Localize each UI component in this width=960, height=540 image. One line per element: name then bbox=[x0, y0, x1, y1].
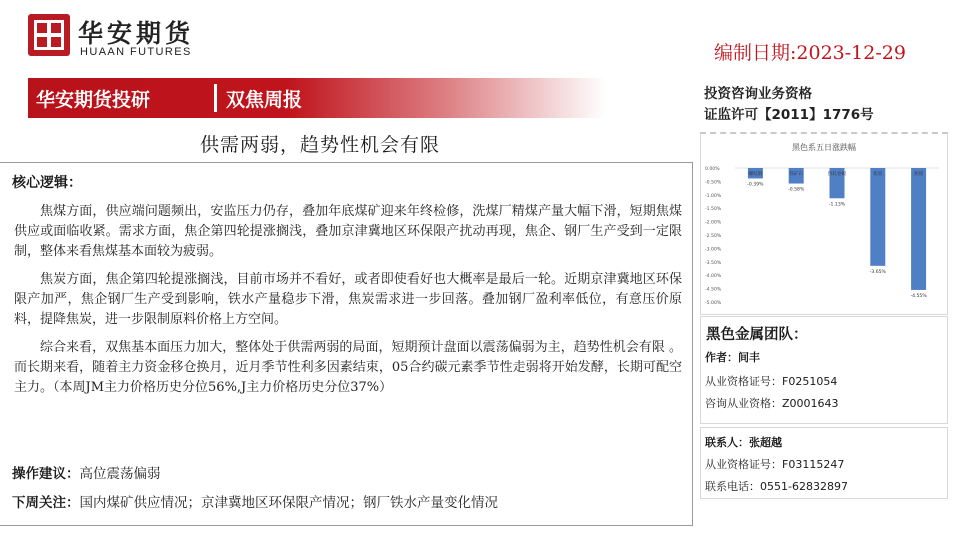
category-label: 铁矿石 bbox=[789, 172, 804, 177]
y-tick-label: -2.00% bbox=[705, 220, 722, 226]
core-logic-title: 核心逻辑： bbox=[12, 175, 82, 191]
category-label: 热轧卷板 bbox=[827, 172, 847, 177]
banner-org-title: 华安期货投研 bbox=[36, 89, 151, 111]
core-paragraph-summary: 综合来看，双焦基本面压力加大，整体处于供需两弱的局面，短期预计盘面以震荡偏弱为主，趋势性机会有限 。而长期来看，随着主力资金移仓换月，近月季节性利多因素结束，05合约碳元素季节性走弱将开始发酵，长期可配空主力。（本周JM主力价格历史分位56%,J主力价格历史分位37%） bbox=[14, 340, 682, 395]
chart-title: 黑色系五日涨跌幅 bbox=[792, 143, 856, 152]
category-label: 焦炭 bbox=[873, 172, 883, 177]
data-label: -0.58% bbox=[788, 187, 805, 193]
report-headline: 供需两弱，趋势性机会有限 bbox=[200, 134, 441, 156]
company-logo bbox=[28, 12, 208, 64]
y-tick-label: -3.50% bbox=[705, 260, 722, 266]
bar-chart bbox=[701, 134, 947, 313]
operation-advice-value: 高位震荡偏弱 bbox=[79, 466, 161, 482]
team-panel bbox=[700, 316, 948, 424]
core-paragraph-coking-coal: 焦煤方面，供应端问题频出，安监压力仍存，叠加年底煤矿迎来年终检修，洗煤厂精煤产量大幅下滑，短期焦煤供应或面临收紧。需求方面，焦企第四轮提涨搁浅，叠加京津冀地区环保限产扰动再现，焦企、钢厂生产受到一定限制，整体来看焦煤基本面较为疲弱。 bbox=[14, 204, 682, 259]
bar-3 bbox=[870, 168, 885, 266]
y-tick-label: -0.50% bbox=[705, 180, 722, 186]
qualification-line-1: 投资咨询业务资格 bbox=[704, 86, 812, 102]
qualification-line-2: 证监许可【2011】1776号 bbox=[704, 107, 874, 123]
core-paragraph-coke: 焦炭方面，焦企第四轮提涨搁浅，目前市场并不看好，或者即使看好也大概率是最后一轮。近期京津冀地区环保限产加严，焦企钢厂生产受到影响，铁水产量稳步下滑，焦炭需求进一步回落。叠加钢厂盈利率低位，有意压价原料，提降焦炭，进一步限制原料价格上方空间。 bbox=[14, 272, 682, 327]
logo-english-name: HUAAN FUTURES bbox=[80, 46, 192, 58]
divider-vertical bbox=[692, 162, 693, 526]
operation-advice-label: 操作建议： bbox=[12, 466, 80, 482]
y-tick-label: 0.00% bbox=[705, 167, 720, 172]
contact-panel bbox=[700, 427, 948, 499]
contact-cert: 从业资格证号：F03115247 bbox=[705, 458, 845, 471]
y-tick-label: -4.50% bbox=[705, 287, 722, 293]
data-label: -4.55% bbox=[910, 293, 927, 299]
y-tick-label: -1.00% bbox=[705, 193, 722, 199]
next-week-watch bbox=[12, 491, 498, 511]
logo-chinese-name: 华安期货 bbox=[78, 19, 195, 48]
logo-emblem-icon bbox=[28, 14, 70, 56]
next-week-watch-label: 下周关注： bbox=[12, 495, 80, 511]
banner-divider bbox=[214, 84, 217, 112]
divider-top bbox=[0, 162, 692, 163]
data-label: -1.13% bbox=[828, 202, 846, 208]
team-cert-practice: 从业资格证号：F0251054 bbox=[705, 375, 838, 388]
category-label: 螺纹钢 bbox=[748, 172, 763, 177]
next-week-watch-value: 国内煤矿供应情况；京津冀地区环保限产情况；钢厂铁水产量变化情况 bbox=[79, 495, 498, 511]
y-tick-label: -3.00% bbox=[705, 247, 722, 253]
contact-phone: 联系电话：0551-62832897 bbox=[705, 480, 848, 493]
y-tick-label: -2.50% bbox=[705, 234, 722, 239]
banner-report-name: 双焦周报 bbox=[226, 89, 303, 111]
team-author: 作者：间丰 bbox=[705, 351, 760, 364]
chart-panel bbox=[700, 132, 948, 315]
data-label: -0.39% bbox=[747, 182, 764, 188]
compile-date: 编制日期:2023-12-29 bbox=[714, 42, 906, 64]
data-label: -3.65% bbox=[869, 269, 886, 275]
y-tick-label: -1.50% bbox=[705, 207, 722, 213]
report-banner bbox=[28, 78, 606, 118]
category-label: 焦煤 bbox=[913, 172, 924, 177]
team-cert-consulting: 咨询从业资格：Z0001643 bbox=[705, 397, 839, 410]
contact-name: 联系人：张超越 bbox=[705, 436, 782, 449]
team-title: 黑色金属团队： bbox=[706, 327, 808, 343]
bar-4 bbox=[911, 168, 926, 290]
operation-advice bbox=[12, 462, 161, 482]
y-tick-label: -4.00% bbox=[705, 274, 722, 280]
y-tick-label: -5.00% bbox=[705, 301, 722, 306]
divider-bottom bbox=[0, 525, 692, 526]
